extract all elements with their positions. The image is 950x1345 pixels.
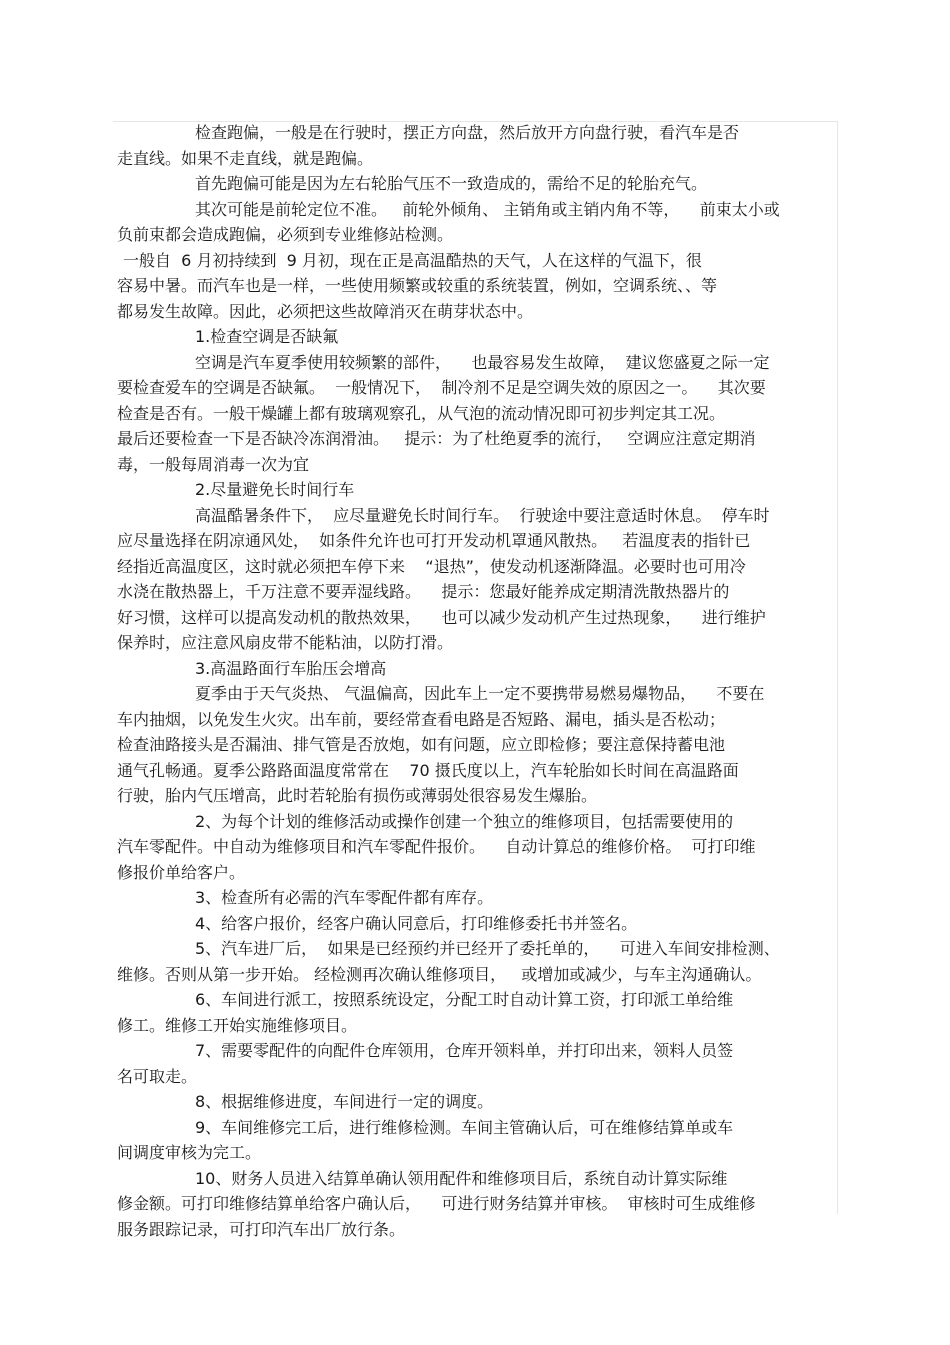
text-line: 汽车零配件。中自动为维修项目和汽车零配件报价。 自动计算总的维修价格。 可打印维	[117, 837, 756, 856]
text-line: 检查跑偏，一般是在行驶时，摆正方向盘，然后放开方向盘行驶，看汽车是否	[195, 123, 740, 142]
text-line: 修报价单给客户。	[117, 862, 246, 882]
text-line: 首先跑偏可能是因为左右轮胎气压不一致造成的，需给不足的轮胎充气。	[195, 174, 708, 193]
text-line: 3.高温路面行车胎压会增高	[195, 658, 387, 678]
text-line: 其次可能是前轮定位不准。 前轮外倾角、 主销角或主销内角不等， 前束太小或	[195, 199, 780, 219]
text-line: 高温酷暑条件下， 应尽量避免长时间行车。 行驶途中要注意适时休息。 停车时	[195, 505, 770, 525]
text-line: 都易发生故障。因此，必须把这些故障消灭在萌芽状态中。	[117, 301, 534, 321]
text-line: 10、财务人员进入结算单确认领用配件和维修项目后，系统自动计算实际维	[195, 1168, 728, 1188]
text-line: 水浇在散热器上，千万注意不要弄湿线路。 提示：您最好能养成定期清洗散热器片的	[117, 582, 730, 601]
text-line: 4、给客户报价，经客户确认同意后，打印维修委托书并签名。	[195, 913, 638, 933]
text-line: 最后还要检查一下是否缺冷冻润滑油。 提示：为了杜绝夏季的流行， 空调应注意定期消	[117, 429, 756, 448]
text-line: 7、需要零配件的向配件仓库领用，仓库开领料单，并打印出来，领料人员签	[195, 1041, 734, 1060]
text-line: 一般自 6 月初持续到 9 月初，现在正是高温酷热的天气，人在这样的气温下，很	[123, 250, 702, 270]
text-line: 空调是汽车夏季使用较频繁的部件， 也最容易发生故障， 建议您盛夏之际一定	[195, 352, 770, 372]
text-line: 2、为每个计划的维修活动或操作创建一个独立的维修项目，包括需要使用的	[195, 811, 734, 831]
text-line: 要检查爱车的空调是否缺氟。 一般情况下， 制冷剂不足是空调失效的原因之一。 其次要	[117, 378, 766, 397]
text-line: 9、车间维修完工后，进行维修检测。车间主管确认后，可在维修结算单或车	[195, 1117, 734, 1137]
text-line: 修工。维修工开始实施维修项目。	[117, 1015, 358, 1035]
text-line: 服务跟踪记录，可打印汽车出厂放行条。	[117, 1219, 406, 1239]
text-line: 经指近高温度区，这时就必须把车停下来 “退热”，使发动机逐渐降温。必要时也可用冷	[117, 556, 746, 576]
text-line: 走直线。如果不走直线，就是跑偏。	[117, 148, 374, 168]
text-line: 保养时，应注意风扇皮带不能粘油，以防打滑。	[117, 633, 454, 652]
text-line: 检查油路接头是否漏油、排气管是否放炮，如有问题，应立即检修；要注意保持蓄电池	[117, 735, 726, 754]
text-line: 2.尽量避免长时间行车	[195, 480, 355, 499]
text-line: 3、检查所有必需的汽车零配件都有库存。	[195, 888, 494, 907]
text-line: 维修。否则从第一步开始。 经检测再次确认维修项目， 或增加或减少，与车主沟通确认。	[117, 964, 762, 984]
text-line: 1.检查空调是否缺氟	[195, 327, 339, 346]
text-line: 应尽量选择在阴凉通风处， 如条件允许也可打开发动机罩通风散热。 若温度表的指针已	[117, 531, 751, 550]
text-line: 容易中暑。而汽车也是一样，一些使用频繁或较重的系统装置，例如，空调系统、、等	[117, 276, 718, 295]
text-line: 5、汽车进厂后， 如果是已经预约并已经开了委托单的， 可进入车间安排检测、	[195, 939, 780, 958]
text-line: 通气孔畅通。夏季公路路面温度常常在 70 摄氏度以上，汽车轮胎如长时间在高温路面	[117, 760, 739, 780]
text-line: 6、车间进行派工，按照系统设定，分配工时自动计算工资，打印派工单给维	[195, 990, 734, 1009]
text-line: 行驶，胎内气压增高，此时若轮胎有损伤或薄弱处很容易发生爆胎。	[117, 786, 598, 805]
text-line: 名可取走。	[117, 1066, 198, 1086]
text-line: 夏季由于天气炎热、 气温偏高，因此车上一定不要携带易燃易爆物品， 不要在	[195, 684, 765, 703]
text-line: 修金额。可打印维修结算单给客户确认后， 可进行财务结算并审核。 审核时可生成维修	[117, 1194, 756, 1213]
text-line: 8、根据维修进度，车间进行一定的调度。	[195, 1092, 494, 1111]
text-line: 负前束都会造成跑偏，必须到专业维修站检测。	[117, 225, 454, 244]
text-line: 检查是否有。一般干燥罐上都有玻璃观察孔，从气泡的流动情况即可初步判定其工况。	[117, 403, 726, 423]
text-line: 间调度审核为完工。	[117, 1143, 262, 1162]
text-line: 车内抽烟，以免发生火灾。出车前，要经常查看电路是否短路、漏电，插头是否松动；	[117, 709, 726, 729]
text-line: 毒，一般每周消毒一次为宜	[117, 454, 310, 474]
page-frame-right	[837, 121, 838, 1214]
document-body	[117, 120, 835, 1242]
text-line: 好习惯，这样可以提高发动机的散热效果， 也可以减少发动机产生过热现象， 进行维护	[117, 607, 766, 627]
